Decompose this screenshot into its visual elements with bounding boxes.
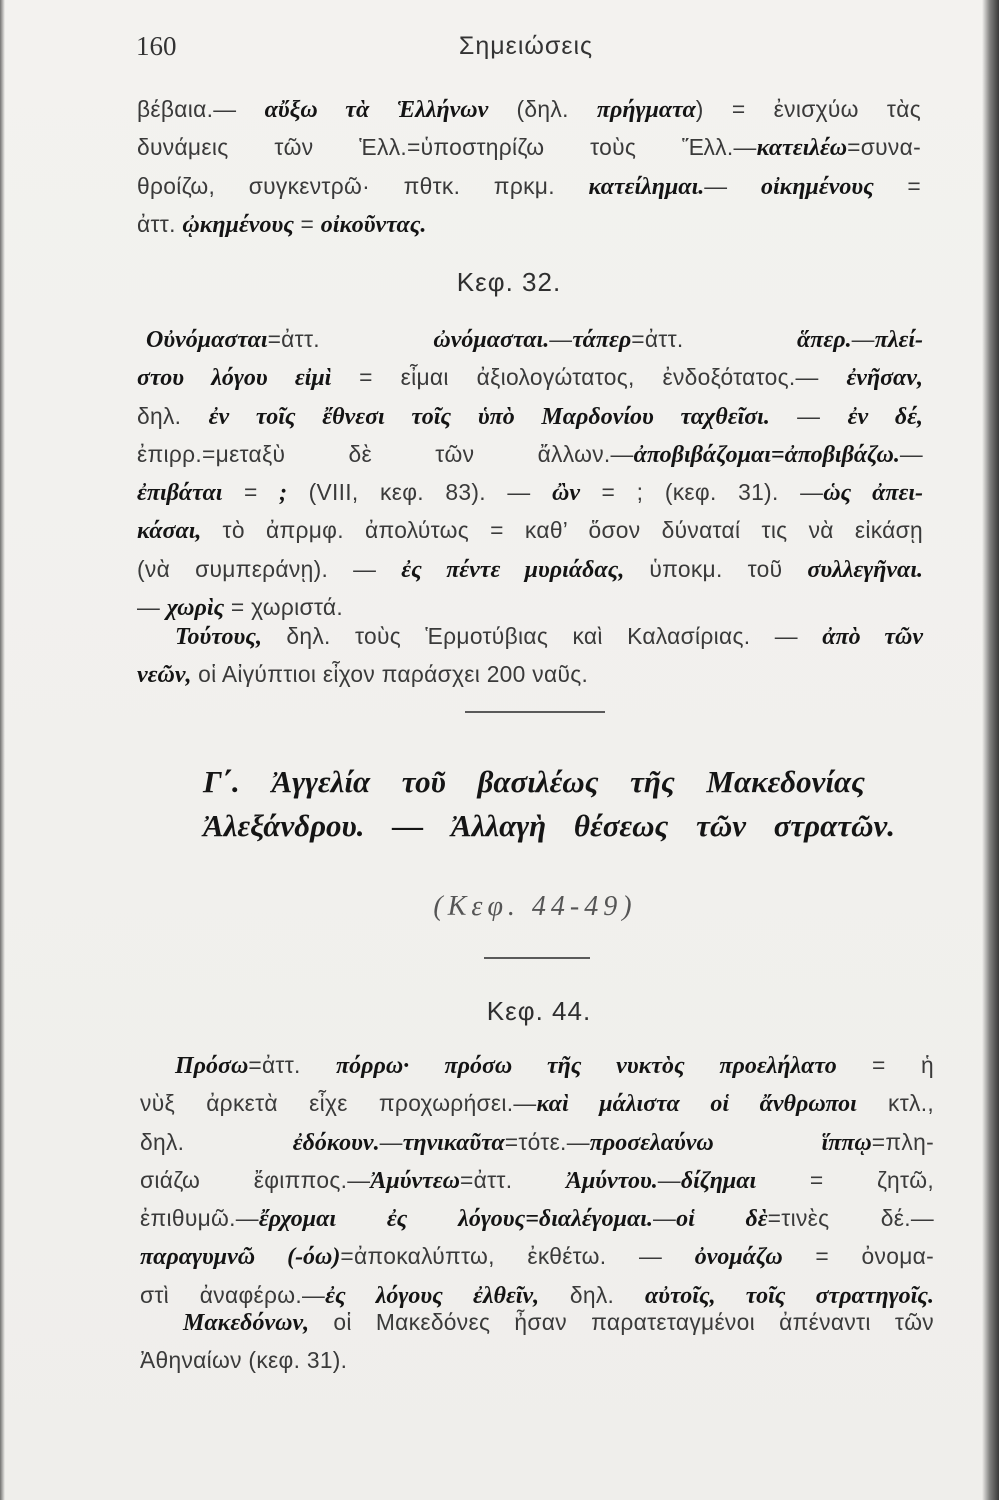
note-gloss: =τινὲς δέ.— [767,1205,934,1232]
note-lemma: Ἀμύντεω [370,1167,460,1194]
note-lemma: ἐδόκουν. [292,1129,380,1156]
note-gloss: δηλ. τοὺς Ἑρμοτύβιας καὶ Καλασίριας. — [262,623,823,649]
notes-paragraph [137,321,923,627]
note-lemma: ἅπερ. [797,327,852,353]
note-gloss: ἐπιρρ.=μεταξὺ δὲ τῶν ἄλλων.— [137,440,634,467]
note-gloss: σιάζω ἔφιππος.— [140,1166,371,1193]
note-gloss: =συνα- [847,134,921,161]
note-lemma: Οὐνόμασται [146,327,268,353]
note-lemma: ; [279,480,288,507]
note-gloss: (νὰ συμπεράνῃ). — [137,555,402,582]
note-line [140,1200,934,1238]
note-lemma: χωρὶς [166,595,225,622]
note-lemma: πρόσω τῆς νυκτὸς προελήλατο [444,1053,837,1079]
note-lemma: ὠνόμασται. [433,327,550,353]
note-gloss: δηλ. [137,402,209,429]
note-gloss: — [769,402,848,429]
note-lemma: πρήγματα [596,97,696,123]
note-gloss: Ἀθηναίων (κεφ. 31). [140,1347,348,1374]
note-gloss: — [379,1128,403,1155]
note-gloss: — [851,326,875,352]
section-divider [484,957,590,959]
note-gloss: στὶ ἀναφέρω.— [140,1281,326,1308]
note-line [137,618,923,656]
note-line [137,474,923,512]
section-title [203,760,895,848]
note-gloss: ἐπιθυμῶ.— [140,1205,259,1232]
note-line [137,359,923,397]
note-gloss: = [293,210,321,237]
note-gloss: κτλ., [856,1090,934,1117]
note-line [137,129,921,167]
note-lemma: ὡς ἀπει- [823,480,923,507]
section-divider [465,711,605,713]
note-line [140,1085,934,1123]
note-lemma: προσελαύνω ἵππῳ [589,1129,872,1156]
running-title: Σημειώσεις [458,32,594,60]
note-lemma: πόρρω· [336,1053,410,1079]
note-lemma: Μακεδόνων, [183,1310,310,1336]
section-title-line: Γ΄. Ἀγγελία τοῦ βασιλέως τῆς Μακεδονίας [203,764,865,799]
note-line [137,656,923,694]
note-gloss: =ἀποκαλύπτω, ἐκθέτω. — [340,1243,695,1270]
note-gloss: (δηλ. [488,96,597,122]
note-line [137,512,923,550]
chapter-heading-44: Κεφ. 44. [486,996,592,1026]
note-gloss: ὑποκμ. τοῦ [624,555,808,582]
note-gloss: — [549,326,573,352]
note-lemma: ἐν δέ, [847,403,923,430]
note-lemma: δίζημαι [680,1167,757,1194]
note-gloss: = [222,479,280,506]
notes-paragraph [140,1047,934,1315]
note-line [137,551,923,589]
note-gloss: = χωριστά. [224,594,343,621]
page-number: 160 [136,31,177,61]
note-lemma: ἀποβιβάζομαι=ἀποβιβάζω. [633,441,900,468]
note-gloss: δηλ. [140,1128,293,1155]
note-line [140,1304,934,1342]
chapter-range: (Κεφ. 44-49) [433,891,637,922]
note-lemma: τηνικαῦτα [402,1129,505,1156]
note-line [137,168,921,206]
note-gloss: = [873,172,922,199]
note-lemma: κάσαι, [137,518,202,545]
notes-paragraph [137,618,923,695]
note-lemma: ἐν τοῖς ἔθνεσι τοῖς ὑπὸ Μαρδονίου ταχθεῖσι. [208,403,770,430]
note-lemma: Πρόσω [175,1053,249,1079]
note-gloss: νὺξ ἀρκετὰ εἶχε προχωρήσει.— [140,1090,537,1117]
note-gloss: = εἶμαι ἀξιολογώτατος, ἐνδοξότατος.— [331,364,847,391]
note-lemma: ὀνομάζω [694,1244,783,1271]
note-gloss: = ἡ [836,1052,934,1078]
note-lemma: ἐνῆσαν, [846,365,923,392]
note-lemma: ᾠκημένους [182,211,294,238]
note-line [137,398,923,436]
scan-edge-shadow-left [0,0,5,1500]
note-lemma: ἐπιβάται [137,480,223,507]
note-lemma: Ἀμύντου. [565,1167,658,1194]
note-line [140,1238,934,1276]
chapter-heading-32: Κεφ. 32. [456,267,562,297]
section-title-line: Ἀλεξάνδρου. — Ἀλλαγὴ θέσεως τῶν στρατῶν. [203,808,895,843]
note-lemma: Τούτους, [175,624,262,650]
note-lemma: κατειλέω [756,135,848,162]
note-lemma: αὐτοῖς, τοῖς στρατηγοῖς. [644,1282,935,1309]
note-gloss: τὸ ἀπρμφ. ἀπολύτως = καθ’ ὅσον δύναταί τις νὰ εἰκάσῃ [201,517,923,544]
note-gloss: =πλη- [871,1128,934,1155]
note-lemma: ἐς πέντε μυριάδας, [401,556,625,583]
note-gloss: — [704,172,761,199]
scan-edge-shadow-right [982,0,999,1500]
note-line [137,321,923,359]
notes-paragraph [140,1304,934,1381]
note-line [140,1342,934,1380]
note-lemma: οἰκοῦντας. [320,211,427,238]
note-gloss: (VIII, κεφ. 83). — [287,479,553,506]
note-lemma: πλεί- [874,327,923,353]
note-gloss: δυνάμεις τῶν Ἑλλ.=ὑποστηρίζω τοὺς Ἕλλ.— [137,134,757,161]
note-line [140,1124,934,1162]
note-lemma: καὶ μάλιστα οἱ ἄνθρωποι [536,1091,857,1118]
note-gloss: =τότε.— [504,1128,590,1155]
note-gloss: ἀττ. [137,210,183,237]
note-gloss: βέβαια.— [137,96,265,122]
note-gloss: = ; (κεφ. 31). — [580,479,824,506]
note-lemma: αὔξω τὰ Ἑλλήνων [264,97,489,123]
note-lemma: ἐς λόγους ἐλθεῖν, [325,1282,540,1309]
note-lemma: ὢν [552,480,581,507]
note-lemma: κατείλημαι. [588,173,705,200]
note-gloss: — [652,1205,677,1232]
note-gloss: δηλ. [539,1281,645,1308]
note-lemma: ἀπὸ τῶν [822,624,924,650]
note-line [140,1162,934,1200]
note-gloss: — [657,1166,681,1193]
note-line [137,91,921,129]
note-gloss: οἱ Μακεδόνες ἦσαν παρατεταγμένοι ἀπέναντι τῶν [309,1309,934,1335]
note-lemma: παραγυμνῶ (-όω) [140,1244,341,1271]
note-gloss: =ἀττ. [460,1166,566,1193]
notes-paragraph-continued [137,91,921,244]
note-lemma: ἔρχομαι ἐς λόγους=διαλέγομαι. [258,1206,653,1233]
note-gloss: =ἀττ. [267,326,434,352]
note-lemma: νεῶν, [137,662,192,689]
note-gloss: = ὀνομα- [782,1243,935,1270]
note-gloss [409,1052,444,1078]
note-line [140,1047,934,1085]
note-lemma: οἰκημένους [760,173,874,200]
note-gloss: οἱ Αἰγύπτιοι εἶχον παράσχει 200 ναῦς. [191,661,589,688]
note-gloss: =ἀττ. [631,326,798,352]
note-gloss: ) = ἐνισχύω τὰς [695,96,921,122]
note-gloss: =ἀττ. [248,1052,336,1078]
note-line [137,436,923,474]
note-lemma: οἱ δὲ [676,1206,768,1233]
note-gloss: θροίζω, συγκεντρῶ· πθτκ. πρκμ. [137,172,589,199]
note-lemma: συλλεγῆναι. [807,556,923,583]
note-gloss: — [137,594,167,621]
note-gloss: — [899,440,923,467]
note-gloss: = ζητῶ, [756,1166,934,1193]
note-lemma: στου λόγου εἰμὶ [137,365,332,392]
note-line [137,206,921,244]
note-lemma: τάπερ [572,327,632,353]
